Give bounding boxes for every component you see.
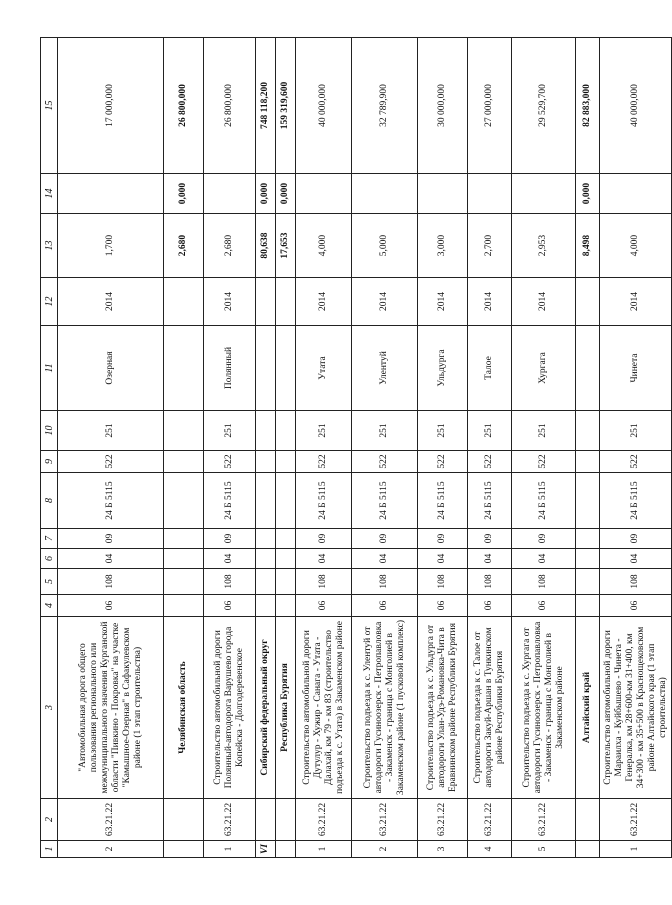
table-cell-col5: 108	[418, 569, 468, 595]
table-cell-col13: 2,680	[204, 214, 256, 278]
table-cell-col2: 63.21.22	[352, 799, 418, 841]
table-cell-col8	[576, 473, 600, 529]
table-cell-col10	[164, 411, 204, 451]
table-cell-col3: Строительство подъезда к с. Улентуй от автодороги Гусиноозерск - Петропавловка - Закаменск - граница с Монголией в Закаменском районе (1 пусковой комплекс)	[352, 617, 418, 799]
table-cell-col4	[276, 595, 296, 617]
table-cell-col5: 108	[204, 569, 256, 595]
table-cell-col9: 522	[204, 451, 256, 473]
table-cell-col13: 1,700	[58, 214, 164, 278]
table-cell-col12: 2014	[600, 278, 672, 326]
table-cell-col11: Ульдурга	[418, 326, 468, 411]
table-cell-col8	[276, 473, 296, 529]
table-cell-col1	[164, 841, 204, 858]
column-number: 8	[41, 473, 58, 529]
table-cell-col6: 04	[58, 549, 164, 569]
table-cell-col9: 522	[418, 451, 468, 473]
table-cell-col12: 2014	[352, 278, 418, 326]
table-cell-col15: 32 789,900	[352, 38, 418, 174]
table-cell-col2	[276, 799, 296, 841]
table-cell-col14	[468, 174, 512, 214]
table-cell-col5	[576, 569, 600, 595]
table-cell-col5	[256, 569, 276, 595]
table-cell-col2: 63.21.22	[468, 799, 512, 841]
table-cell-col2	[256, 799, 276, 841]
table-cell-col5: 108	[468, 569, 512, 595]
table-cell-col15: 29 529,700	[512, 38, 576, 174]
table-group-row	[276, 38, 296, 858]
table-cell-col15: 26 800,000	[164, 38, 204, 174]
table-cell-col4: 06	[58, 595, 164, 617]
table-cell-col3: Алтайский край	[576, 617, 600, 799]
table-cell-col2	[164, 799, 204, 841]
column-number: 15	[41, 38, 58, 174]
table-cell-col9: 522	[58, 451, 164, 473]
table-cell-col14: 0,000	[256, 174, 276, 214]
table-cell-col7	[164, 529, 204, 549]
table-cell-col10: 251	[204, 411, 256, 451]
table-cell-col5	[164, 569, 204, 595]
table-cell-col3: Строительство подъезда к с. Талое от автодороги Закуй-Аршан в Тункинском районе Республики Бурятия	[468, 617, 512, 799]
table-cell-col3: Сибирский федеральный округ	[256, 617, 276, 799]
table-row	[600, 38, 672, 858]
table-cell-col11	[576, 326, 600, 411]
table-cell-col9: 522	[468, 451, 512, 473]
table-cell-col2: 63.21.22	[58, 799, 164, 841]
table-cell-col8: 24 Б 5115	[468, 473, 512, 529]
table-cell-col4: 06	[296, 595, 352, 617]
table-cell-col10: 251	[58, 411, 164, 451]
table-cell-col2	[576, 799, 600, 841]
table-cell-col14	[58, 174, 164, 214]
table-cell-col15: 40 000,000	[296, 38, 352, 174]
table-cell-col12	[276, 278, 296, 326]
table-row	[512, 38, 576, 858]
table-cell-col10	[256, 411, 276, 451]
table-cell-col10: 251	[600, 411, 672, 451]
table-cell-col13: 17,653	[276, 214, 296, 278]
table-cell-col7: 09	[352, 529, 418, 549]
table-cell-col11	[276, 326, 296, 411]
table-cell-col13: 2,953	[512, 214, 576, 278]
table-row	[296, 38, 352, 858]
table-cell-col13: 3,000	[418, 214, 468, 278]
table-cell-col13: 4,000	[296, 214, 352, 278]
table-cell-col3: "Автомобильная дорога общего пользования регионального или межмуниципального значения Курганской области "Пивкино - Покровка" на участке "Камышное-Озерная" в Сафакулевском районе (1 этап строительства)	[58, 617, 164, 799]
table-cell-col9: 522	[600, 451, 672, 473]
table-cell-col8: 24 Б 5115	[296, 473, 352, 529]
table-cell-col4: 06	[512, 595, 576, 617]
column-number: 13	[41, 214, 58, 278]
table-cell-col14: 0,000	[164, 174, 204, 214]
table-row	[468, 38, 512, 858]
table-cell-col11: Утата	[296, 326, 352, 411]
table-row	[204, 38, 256, 858]
column-number: 1	[41, 841, 58, 858]
table-cell-col14	[512, 174, 576, 214]
table-cell-col2: 63.21.22	[512, 799, 576, 841]
table-cell-col6: 04	[600, 549, 672, 569]
table-cell-col1: 1	[600, 841, 672, 858]
table-cell-col13: 4,000	[600, 214, 672, 278]
column-number: 10	[41, 411, 58, 451]
table-cell-col12	[576, 278, 600, 326]
table-cell-col8: 24 Б 5115	[204, 473, 256, 529]
table-cell-col5: 108	[512, 569, 576, 595]
column-number: 14	[41, 174, 58, 214]
table-cell-col13: 5,000	[352, 214, 418, 278]
table-cell-col6	[256, 549, 276, 569]
column-number: 2	[41, 799, 58, 841]
table-cell-col7: 09	[512, 529, 576, 549]
table-cell-col2: 63.21.22	[418, 799, 468, 841]
table-cell-col1: 2	[58, 841, 164, 858]
table-cell-col10: 251	[296, 411, 352, 451]
table-cell-col10	[276, 411, 296, 451]
table-cell-col7	[276, 529, 296, 549]
table-cell-col7	[256, 529, 276, 549]
table-cell-col3: Челябинская область	[164, 617, 204, 799]
table-cell-col9	[164, 451, 204, 473]
table-cell-col10: 251	[418, 411, 468, 451]
column-number: 9	[41, 451, 58, 473]
table-cell-col14	[418, 174, 468, 214]
table-cell-col13: 80,638	[256, 214, 276, 278]
table-cell-col11: Хургага	[512, 326, 576, 411]
table-cell-col2: 63.21.22	[600, 799, 672, 841]
table-cell-col13: 2,680	[164, 214, 204, 278]
table-cell-col15: 30 000,000	[418, 38, 468, 174]
table-cell-col15: 159 319,600	[276, 38, 296, 174]
table-group-row	[576, 38, 600, 858]
table-cell-col15: 17 000,000	[58, 38, 164, 174]
table-cell-col7: 09	[204, 529, 256, 549]
table-cell-col3: Строительство автомобильной дороги Мараилха - Куйбышево - Чинета - Генералка, км 28+600-км 31+400, км 34+300 - км 35+500 в Краснощековском районе Алтайского края (1 этап строительства)	[600, 617, 672, 799]
table-cell-col9: 522	[296, 451, 352, 473]
table-cell-col6: 04	[512, 549, 576, 569]
table-cell-col15: 27 000,000	[468, 38, 512, 174]
table-cell-col12	[256, 278, 276, 326]
table-cell-col6: 04	[468, 549, 512, 569]
table-cell-col14	[296, 174, 352, 214]
table-cell-col1: VI	[256, 841, 276, 858]
table-cell-col1: 5	[512, 841, 576, 858]
table-cell-col6: 04	[418, 549, 468, 569]
table-cell-col11: Улентуй	[352, 326, 418, 411]
table-cell-col1	[276, 841, 296, 858]
table-cell-col11: Озерная	[58, 326, 164, 411]
table-cell-col9: 522	[512, 451, 576, 473]
table-cell-col8: 24 Б 5115	[58, 473, 164, 529]
table-cell-col14	[352, 174, 418, 214]
column-number: 3	[41, 617, 58, 799]
table-body	[41, 38, 672, 858]
column-number: 4	[41, 595, 58, 617]
column-number: 6	[41, 549, 58, 569]
table-cell-col12	[164, 278, 204, 326]
table-cell-col5: 108	[296, 569, 352, 595]
table-cell-col8	[256, 473, 276, 529]
table-cell-col6	[576, 549, 600, 569]
table-cell-col12: 2014	[418, 278, 468, 326]
table-cell-col5: 108	[600, 569, 672, 595]
table-row	[418, 38, 468, 858]
table-cell-col15: 82 883,000	[576, 38, 600, 174]
table-cell-col11	[164, 326, 204, 411]
table-cell-col8	[164, 473, 204, 529]
table-cell-col2: 63.21.22	[296, 799, 352, 841]
table-cell-col12: 2014	[58, 278, 164, 326]
table-cell-col1: 1	[296, 841, 352, 858]
table-cell-col4: 06	[600, 595, 672, 617]
table-cell-col15: 40 000,000	[600, 38, 672, 174]
table-cell-col9	[276, 451, 296, 473]
table-cell-col7: 09	[600, 529, 672, 549]
table-cell-col13: 2,700	[468, 214, 512, 278]
table-cell-col1	[576, 841, 600, 858]
table-cell-col4: 06	[352, 595, 418, 617]
column-number: 11	[41, 326, 58, 411]
table-cell-col8: 24 Б 5115	[352, 473, 418, 529]
table-cell-col4: 06	[418, 595, 468, 617]
table-cell-col9	[256, 451, 276, 473]
table-cell-col1: 3	[418, 841, 468, 858]
table-cell-col14	[204, 174, 256, 214]
table-cell-col11	[256, 326, 276, 411]
table-cell-col1: 2	[352, 841, 418, 858]
table-row	[58, 38, 164, 858]
table-cell-col6: 04	[296, 549, 352, 569]
table-cell-col12: 2014	[296, 278, 352, 326]
table-cell-col7: 09	[296, 529, 352, 549]
table-cell-col10: 251	[512, 411, 576, 451]
table-cell-col15: 748 118,200	[256, 38, 276, 174]
table-row	[352, 38, 418, 858]
table-cell-col12: 2014	[512, 278, 576, 326]
column-number: 7	[41, 529, 58, 549]
table-cell-col5: 108	[58, 569, 164, 595]
table-cell-col3: Республика Бурятия	[276, 617, 296, 799]
table-cell-col1: 4	[468, 841, 512, 858]
table-cell-col3: Строительство подъезда к с. Ульдурга от автодороги Улан-Удэ-Романовка-Чита в Еравнинском районе Республики Бурятия	[418, 617, 468, 799]
table-cell-col11: Талое	[468, 326, 512, 411]
table-cell-col10: 251	[352, 411, 418, 451]
table-cell-col7: 09	[58, 529, 164, 549]
table-cell-col11: Полянный	[204, 326, 256, 411]
table-cell-col5	[276, 569, 296, 595]
rotated-table-wrapper	[40, 38, 668, 858]
table-cell-col4	[576, 595, 600, 617]
table-cell-col6: 04	[352, 549, 418, 569]
table-cell-col3: Строительство подъезда к с. Хургага от автодороги Гусиноозерск - Петропавловка - Закаменск - граница с Монголией в Закаменском районе	[512, 617, 576, 799]
table-cell-col8: 24 Б 5115	[512, 473, 576, 529]
table-cell-col7: 09	[468, 529, 512, 549]
table-group-row	[164, 38, 204, 858]
column-number: 12	[41, 278, 58, 326]
table-cell-col14: 0,000	[276, 174, 296, 214]
table-cell-col5: 108	[352, 569, 418, 595]
table-cell-col15: 26 800,000	[204, 38, 256, 174]
table-cell-col9	[576, 451, 600, 473]
construction-objects-table	[40, 37, 672, 858]
table-cell-col8: 24 Б 5115	[600, 473, 672, 529]
table-cell-col14: 0,000	[576, 174, 600, 214]
column-number-row	[41, 38, 58, 858]
table-cell-col13: 8,498	[576, 214, 600, 278]
table-group-row	[256, 38, 276, 858]
table-cell-col6	[164, 549, 204, 569]
table-cell-col10: 251	[468, 411, 512, 451]
table-cell-col8: 24 Б 5115	[418, 473, 468, 529]
table-cell-col4	[256, 595, 276, 617]
table-cell-col6	[276, 549, 296, 569]
table-cell-col4: 06	[204, 595, 256, 617]
table-cell-col12: 2014	[204, 278, 256, 326]
table-cell-col7	[576, 529, 600, 549]
table-cell-col9: 522	[352, 451, 418, 473]
table-cell-col4	[164, 595, 204, 617]
table-cell-col4: 06	[468, 595, 512, 617]
table-cell-col6: 04	[204, 549, 256, 569]
table-cell-col3: Строительство автомобильной дороги Полянный-автодорога Варушево города Копейска - Долгодеревенское	[204, 617, 256, 799]
table-cell-col14	[600, 174, 672, 214]
table-cell-col2: 63.21.22	[204, 799, 256, 841]
table-cell-col12: 2014	[468, 278, 512, 326]
table-cell-col10	[576, 411, 600, 451]
column-number: 5	[41, 569, 58, 595]
table-cell-col11: Чинета	[600, 326, 672, 411]
table-cell-col7: 09	[418, 529, 468, 549]
table-cell-col3: Строительство автомобильной дороги Дутулур - Хужир - Санага - Утата - Далахай, км 79 - км 83 (строительство подъезда к с. Утата) в Закаменском районе	[296, 617, 352, 799]
table-cell-col1: 1	[204, 841, 256, 858]
